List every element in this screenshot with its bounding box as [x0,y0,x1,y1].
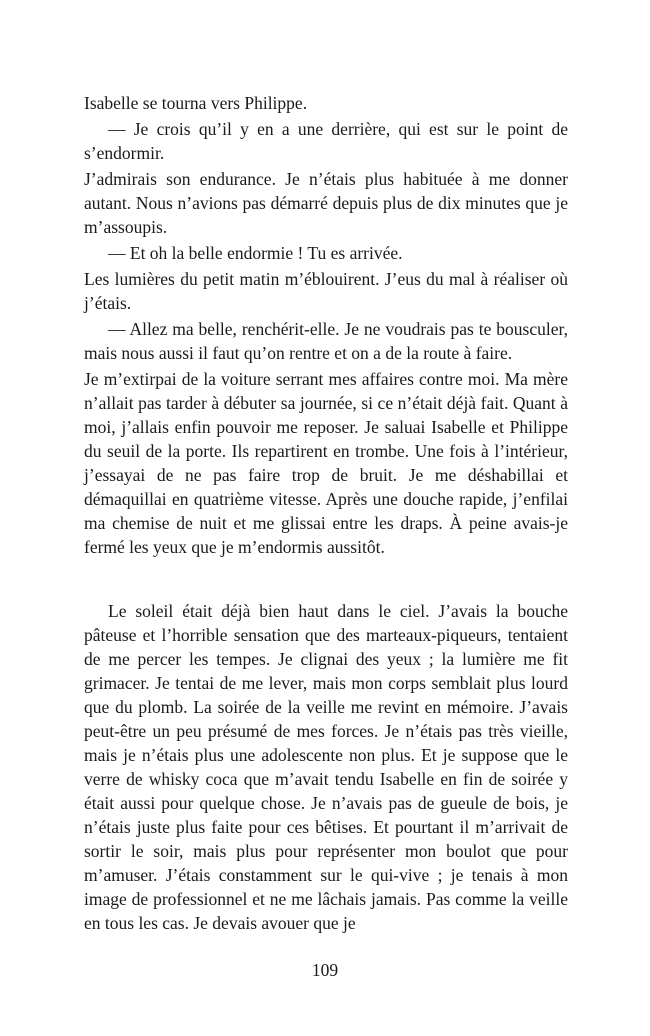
dialogue-line: — Allez ma belle, renchérit-elle. Je ne voudrais pas te bousculer, mais nous aussi il faut qu’on rentre et on a de la route à faire. [84,319,568,363]
text-section-2 [84,599,568,937]
page-number: 109 [311,960,339,980]
paragraph: Les lumières du petit matin m’éblouirent. J’eus du mal à réaliser où j’étais. [84,269,568,313]
dialogue-line: — Je crois qu’il y en a une derrière, qui est sur le point de s’endormir. [84,119,568,163]
paragraph: Le soleil était déjà bien haut dans le ciel. J’avais la bouche pâteuse et l’horrible sensation que des marteaux-piqueurs, tentaient de me percer les tempes. Je clignai des yeux ; la lumière me fit grimacer. Je tentai de me lever, mais mon corps semblait plus lourd que du plomb. La soirée de la veille me revint en mémoire. J’avais peut-être un peu présumé de mes forces. Je n’étais pas très vieille, mais je n’étais plus une adolescente non plus. Et je suppose que le verre de whisky coca que m’avait tendu Isabelle en fin de soirée y était aussi pour quelque chose. Je n’avais pas de gueule de bois, je n’étais juste plus faite pour ces bêtises. Et pourtant il m’arrivait de sortir le soir, mais plus pour représenter mon boulot que pour m’amuser. J’étais constamment sur le qui-vive ; je tenais à mon image de professionnel et ne me lâchais jamais. Pas comme la veille en tous les cas. Je devais avouer que je [84,601,568,933]
paragraph: Je m’extirpai de la voiture serrant mes affaires contre moi. Ma mère n’allait pas tarder à débuter sa journée, si ce n’était déjà fait. Quant à moi, j’allais enfin pouvoir me reposer. Je saluai Isabelle et Philippe du seuil de la porte. Ils repartirent en trombe. Une fois à l’intérieur, j’essayai de ne pas faire trop de bruit. Je me déshabillai et démaquillai en quatrième vitesse. Après une douche rapide, j’enfilai ma chemise de nuit et me glissai entre les draps. À peine avais-je fermé les yeux que je m’endormis aussitôt. [84,369,568,557]
text-section-1 [84,91,568,561]
paragraph: J’admirais son endurance. Je n’étais plus habituée à me donner autant. Nous n’avions pas démarré depuis plus de dix minutes que je m’assoupis. [84,169,568,237]
dialogue-line: — Et oh la belle endormie ! Tu es arrivée. [108,243,403,263]
paragraph: Isabelle se tourna vers Philippe. [84,93,308,113]
